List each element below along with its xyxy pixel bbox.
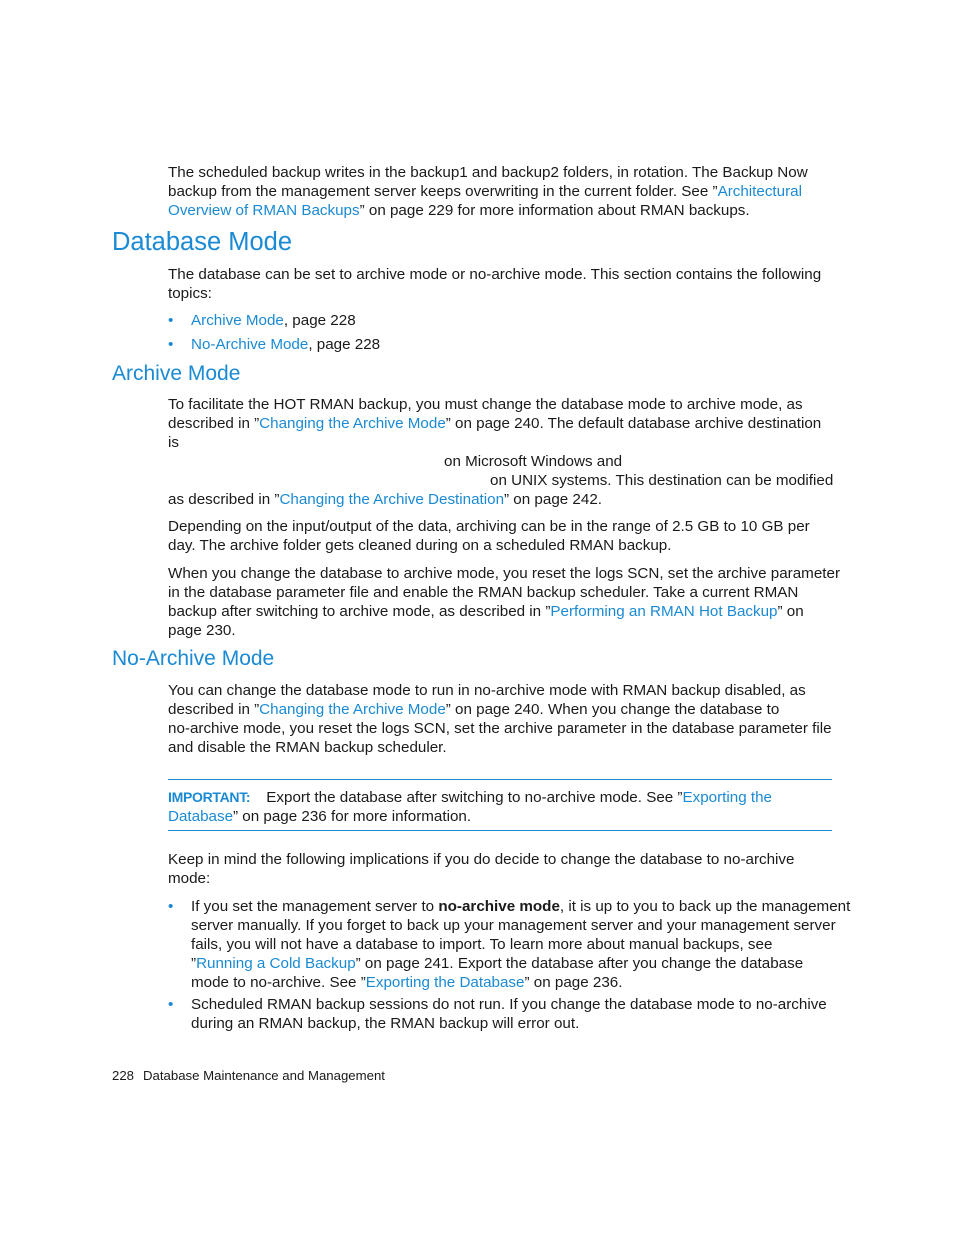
intro-line-3: Overview of RMAN Backups” on page 229 for more information about RMAN backups. <box>168 202 750 219</box>
link-architectural-overview[interactable]: Architectural <box>717 183 802 200</box>
no-archive-line-1: You can change the database mode to run in no-archive mode with RMAN backup disabled, as <box>168 682 806 699</box>
no-archive-paragraph-2 <box>168 850 832 888</box>
no-archive-line-4: and disable the RMAN backup scheduler. <box>168 739 447 756</box>
heading-archive-mode: Archive Mode <box>112 362 241 385</box>
archive-line-3: is <box>168 434 179 451</box>
footer-section-title: Database Maintenance and Management <box>143 1068 385 1083</box>
link-changing-archive-mode[interactable]: Changing the Archive Mode <box>259 415 446 432</box>
bullet-icon: • <box>168 312 174 329</box>
no-archive-line-3: no-archive mode, you reset the logs SCN, set the archive parameter in the database parameter file <box>168 720 832 737</box>
archive-p2-line-1: Depending on the input/output of the data, archiving can be in the range of 2.5 GB to 10 GB per <box>168 518 810 535</box>
archive-p2-line-2: day. The archive folder gets cleaned during on a scheduled RMAN backup. <box>168 537 672 554</box>
important-label: IMPORTANT: <box>168 789 251 805</box>
intro-line-2: backup from the management server keeps overwriting in the current folder. See ”Architectural <box>168 183 802 200</box>
archive-p3-line-2: in the database parameter file and enable the RMAN backup scheduler. Take a current RMAN <box>168 584 799 601</box>
archive-mode-paragraph-3 <box>168 564 841 640</box>
page-footer <box>112 1068 385 1084</box>
link-exporting-database-cont[interactable]: Database <box>168 808 234 825</box>
no-archive-p2-line-2: mode: <box>168 870 211 887</box>
intro-line-1: The scheduled backup writes in the backup1 and backup2 folders, in rotation. The Backup Now <box>168 164 808 181</box>
intro-paragraph <box>168 163 832 220</box>
important-line-2: Database” on page 236 for more information. <box>168 808 472 825</box>
heading-database-mode: Database Mode <box>112 228 293 256</box>
link-no-archive-mode[interactable]: No-Archive Mode <box>191 336 309 353</box>
no-archive-paragraph-1 <box>168 681 832 757</box>
bullet-icon: • <box>168 336 174 353</box>
archive-line-5: on UNIX systems. This destination can be modified <box>490 472 834 489</box>
link-architectural-overview-cont[interactable]: Overview of RMAN Backups <box>168 202 360 219</box>
link-archive-mode[interactable]: Archive Mode <box>191 312 284 329</box>
database-mode-paragraph <box>168 265 832 303</box>
archive-line-1: To facilitate the HOT RMAN backup, you must change the database mode to archive mode, as <box>168 396 803 413</box>
archive-line-4: on Microsoft Windows and <box>444 453 623 470</box>
link-changing-archive-mode-2[interactable]: Changing the Archive Mode <box>259 701 446 718</box>
database-mode-line-2: topics: <box>168 285 212 302</box>
no-archive-line-2: described in ”Changing the Archive Mode” on page 240. When you change the database to <box>168 701 780 718</box>
important-note <box>168 788 832 826</box>
important-top-rule <box>168 779 832 780</box>
no-archive-p2-line-1: Keep in mind the following implications if you do decide to change the database to no-archive <box>168 851 795 868</box>
archive-p3-line-3: backup after switching to archive mode, as described in ”Performing an RMAN Hot Backup” on <box>168 603 804 620</box>
archive-p3-line-1: When you change the database to archive mode, you reset the logs SCN, set the archive parameter <box>168 565 841 582</box>
bullet-icon: • <box>168 996 174 1013</box>
archive-mode-paragraph-2 <box>168 517 832 555</box>
bullet-icon: • <box>168 898 174 915</box>
archive-mode-paragraph-1 <box>168 395 832 509</box>
important-line-1: IMPORTANT: Export the database after switching to no-archive mode. See ”Exporting the <box>168 789 772 806</box>
document-page: The scheduled backup writes in the backup1 and backup2 folders, in rotation. The Backup Now backup from the management server keeps overwriting in the current folder. See ”Architectural Overview of RMAN Backups” on page 229 for more information about RMAN backups. Database Mode The database can be set to archive mode or no-archive mode. This section contains the following topics: • Archive Mode, page 228 • No-Archive Mode, page 228 Archive Mode To facilitate the HOT RMAN backup, you must change the database mode to archive mode, as described in ”Changing the Archive Mode” on page 240. The default database archive destination is on Microsoft Windows and on UNIX systems. This destination can be modified as described in ”Changing the Archive Destination” on page 242. Depending on the input/output of the data, archiving can be in the range of 2.5 GB to 10 GB per day. The archive folder gets cleaned during on a scheduled RMAN backup. When you change the database to archive mode, you reset the logs SCN, set the archive parameter in the database parameter file and enable the RMAN backup scheduler. Take a current RMAN backup after switching to archive mode, as described in ”Performing an RMAN Hot Backup” on page 230. No-Archive Mode You can change the database mode to run in no-archive mode with RMAN backup disabled, as described in ”Changing the Archive Mode” on page 240. When you change the database to no-archive mode, you reset the logs SCN, set the archive parameter in the database parameter file and disable the RMAN backup scheduler. IMPORTANT: Export the database after switching to no-archive mode. See ”Exporting the Database” on page 236 for more information. Keep in mind the following implications if you do decide to change the database to no-archive mode: • If you set the management server to no-archive mode, it is up to you to back up the management server manually. If you forget to back up your management server and your management server fails, you will not have a database to import. To learn more about manual backups, see ”Running a Cold Backup” on page 241. Export the database after you change the database mode to no-archive. See ”Exporting the Database” on page 236. • Scheduled RMAN backup sessions do not run. If you change the database mode to no-archive during an RMAN backup, the RMAN backup will error out. 228 Database Maintenance and Management <box>112 164 851 1083</box>
archive-line-2: described in ”Changing the Archive Mode” on page 240. The default database archive destination <box>168 415 822 432</box>
important-bottom-rule <box>168 830 832 831</box>
link-exporting-database-2[interactable]: Exporting the Database <box>365 974 525 991</box>
archive-line-6: as described in ”Changing the Archive Destination” on page 242. <box>168 491 602 508</box>
page-number: 228 <box>112 1068 135 1083</box>
link-running-cold-backup[interactable]: Running a Cold Backup <box>196 955 356 972</box>
link-changing-archive-destination[interactable]: Changing the Archive Destination <box>279 491 505 508</box>
heading-no-archive-mode: No-Archive Mode <box>112 647 275 670</box>
link-performing-rman-hot-backup[interactable]: Performing an RMAN Hot Backup <box>550 603 778 620</box>
database-mode-line-1: The database can be set to archive mode or no-archive mode. This section contains the following <box>168 266 822 283</box>
archive-p3-line-4: page 230. <box>168 622 236 639</box>
no-archive-mode-emphasis: no-archive mode <box>438 898 560 915</box>
link-exporting-database[interactable]: Exporting the <box>682 789 772 806</box>
